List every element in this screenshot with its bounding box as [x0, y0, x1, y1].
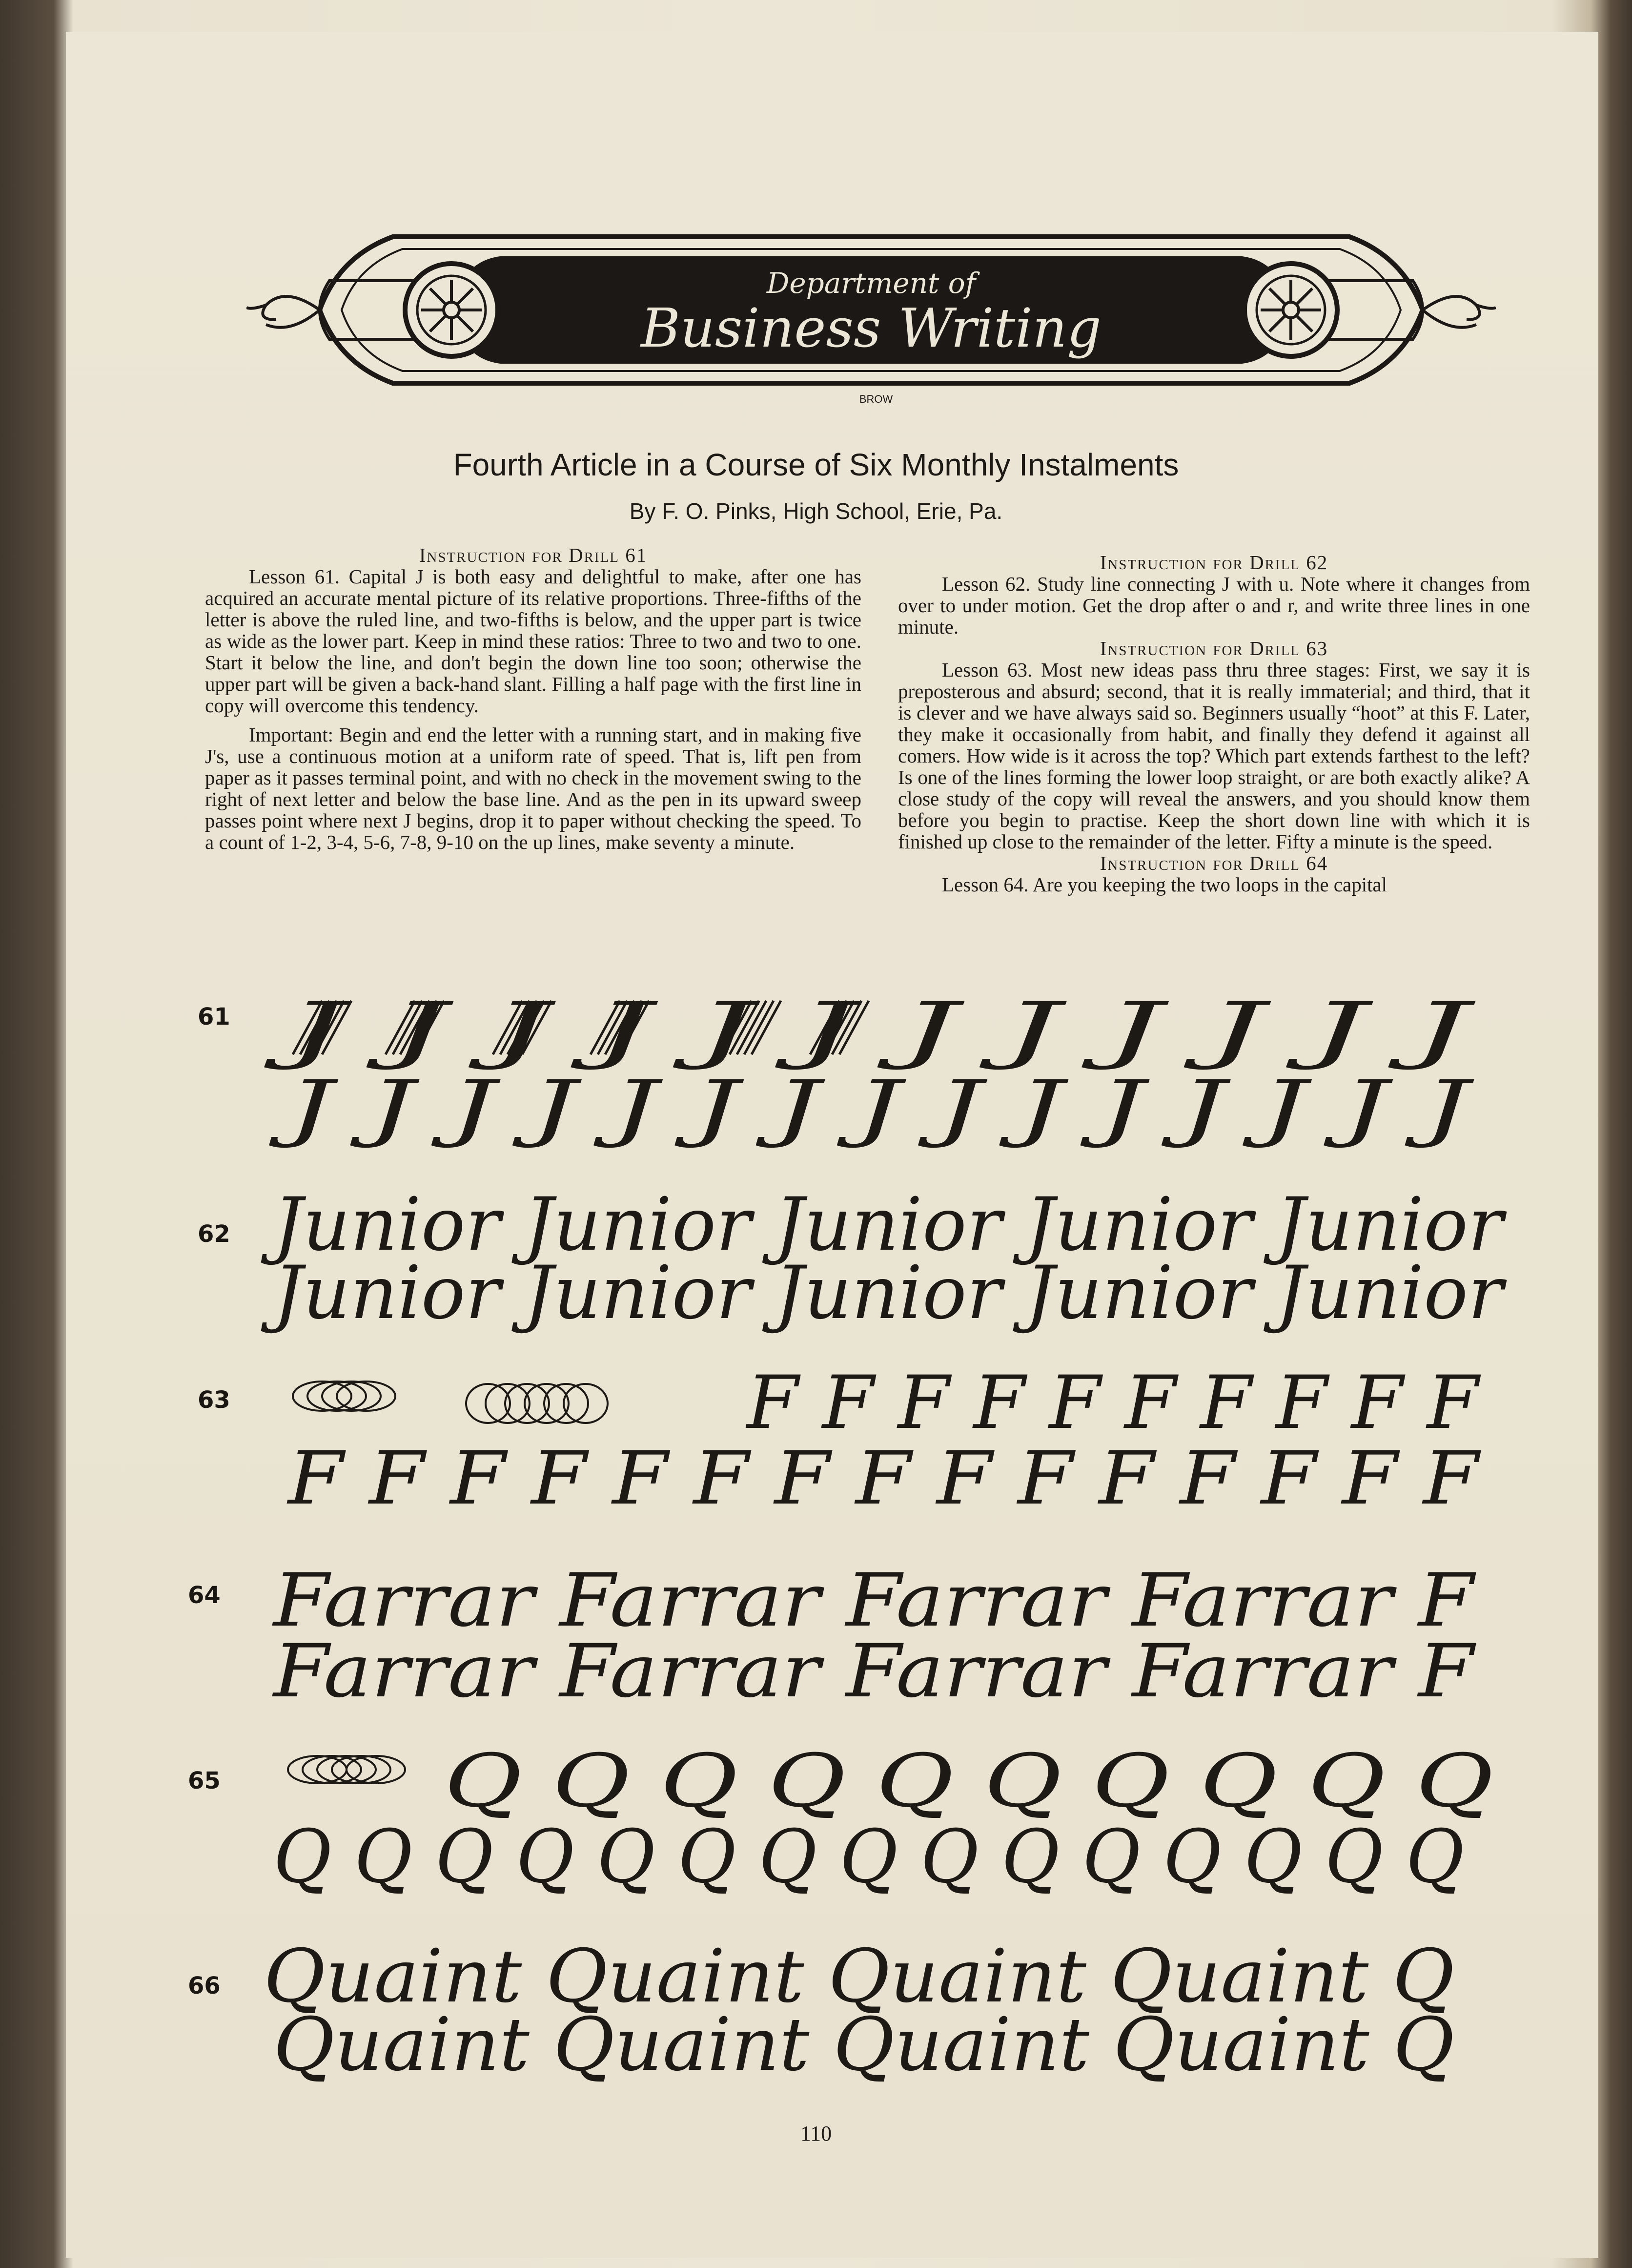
- drill-65-oval-exercises: [288, 1756, 405, 1783]
- drill-number-64: 64: [188, 1582, 221, 1609]
- drill-61-line-1: J J J J J J J J J J J J: [263, 987, 1477, 1072]
- drill-number-62: 62: [198, 1220, 230, 1248]
- drill-63-line-1: F F F F F F F F F F: [745, 1361, 1482, 1445]
- heading-drill-63: Instruction for Drill 63: [1100, 637, 1328, 660]
- drill-63-line-2: F F F F F F F F F F F F F F F: [286, 1436, 1482, 1521]
- article-byline: By F. O. Pinks, High School, Erie, Pa.: [629, 498, 1003, 524]
- drill-63-oval-exercises: [293, 1381, 608, 1423]
- lesson-64-text: Lesson 64. Are you keeping the two loops in the capital: [942, 873, 1387, 896]
- lesson-63-text: Lesson 63. Most new ideas pass thru three stages: First, we say it is preposterous and absurd; second, that it is really immaterial; and third, that it is clever and we have always said so. Beginners usually “hoot” at this F. Later, they make it occasionally from habit, and finally they defend it against all comers. How wide is it across the top? Which part extends farthest to the left? Is one of the lines forming the lower loop straight, or are both exactly alike? A close study of the copy will reveal the answers, and you should know them before you begin to practise. Keep the short down line with which it is finished up close to the remainder of the letter. Fifty a minute is the speed.: [898, 659, 1530, 853]
- lesson-61-text: Lesson 61. Capital J is both easy and delightful to make, after one has acquired an accurate mental picture of its relative proportions. Three-fifths of the letter is above the ruled line, and two-fifths is below, and the upper part is twice as wide as the lower part. Keep in mind these ratios: Three to two and two to one. Start it below the line, and don't begin the down line too soon; otherwise the upper part will be given a back-hand slant. Filling a half page with the first line in copy will overcome this tendency.: [205, 565, 861, 717]
- drill-62-line-1: Junior Junior Junior Junior Junior: [260, 1182, 1508, 1267]
- drill-66-line-1: Quaint Quaint Quaint Quaint Q: [264, 1934, 1454, 2019]
- drill-62-line-2: Junior Junior Junior Junior Junior: [260, 1251, 1508, 1336]
- drill-65-line-2: Q Q Q Q Q Q Q Q Q Q Q Q Q Q Q: [273, 1814, 1464, 1899]
- banner-line1: Department of: [766, 267, 976, 300]
- drill-number-66: 66: [188, 1972, 221, 2000]
- heading-drill-62: Instruction for Drill 62: [1100, 551, 1328, 574]
- drill-number-63: 63: [198, 1386, 230, 1414]
- banner-signature: BROW: [859, 393, 893, 405]
- heading-drill-64: Instruction for Drill 64: [1100, 852, 1328, 874]
- drill-65-line-1: Q Q Q Q Q Q Q Q Q Q: [444, 1739, 1493, 1824]
- banner-line2: Business Writing: [641, 297, 1102, 359]
- drill-64-line-2: Farrar Farrar Farrar Farrar F: [271, 1629, 1477, 1714]
- heading-drill-61: Instruction for Drill 61: [419, 544, 648, 566]
- article-title: Fourth Article in a Course of Six Monthly Instalments: [453, 447, 1179, 482]
- drill-61-line-2: J J J J J J J J J J J J J J J: [268, 1065, 1475, 1150]
- drill-66-line-2: Quaint Quaint Quaint Quaint Q: [273, 2002, 1454, 2087]
- lesson-62-text: Lesson 62. Study line connecting J with u. Note where it changes from over to under motion. Get the drop after o and r, and write three lines in one minute.: [898, 573, 1530, 638]
- important-note-text: Important: Begin and end the letter with a running start, and in making five J's, use a continuous motion at a uniform rate of speed. That is, lift pen from paper as it passes terminal point, and with no check in the movement swing to the right of next letter and below the base line. And as the pen in its upward sweep passes point where next J begins, drop it to paper without checking the speed. To a count of 1-2, 3-4, 5-6, 7-8, 9-10 on the up lines, make seventy a minute.: [205, 723, 861, 853]
- drill-64-line-1: Farrar Farrar Farrar Farrar F: [271, 1558, 1477, 1643]
- drill-number-61: 61: [198, 1003, 230, 1031]
- page-number: 110: [800, 2122, 832, 2145]
- drill-number-65: 65: [188, 1767, 221, 1794]
